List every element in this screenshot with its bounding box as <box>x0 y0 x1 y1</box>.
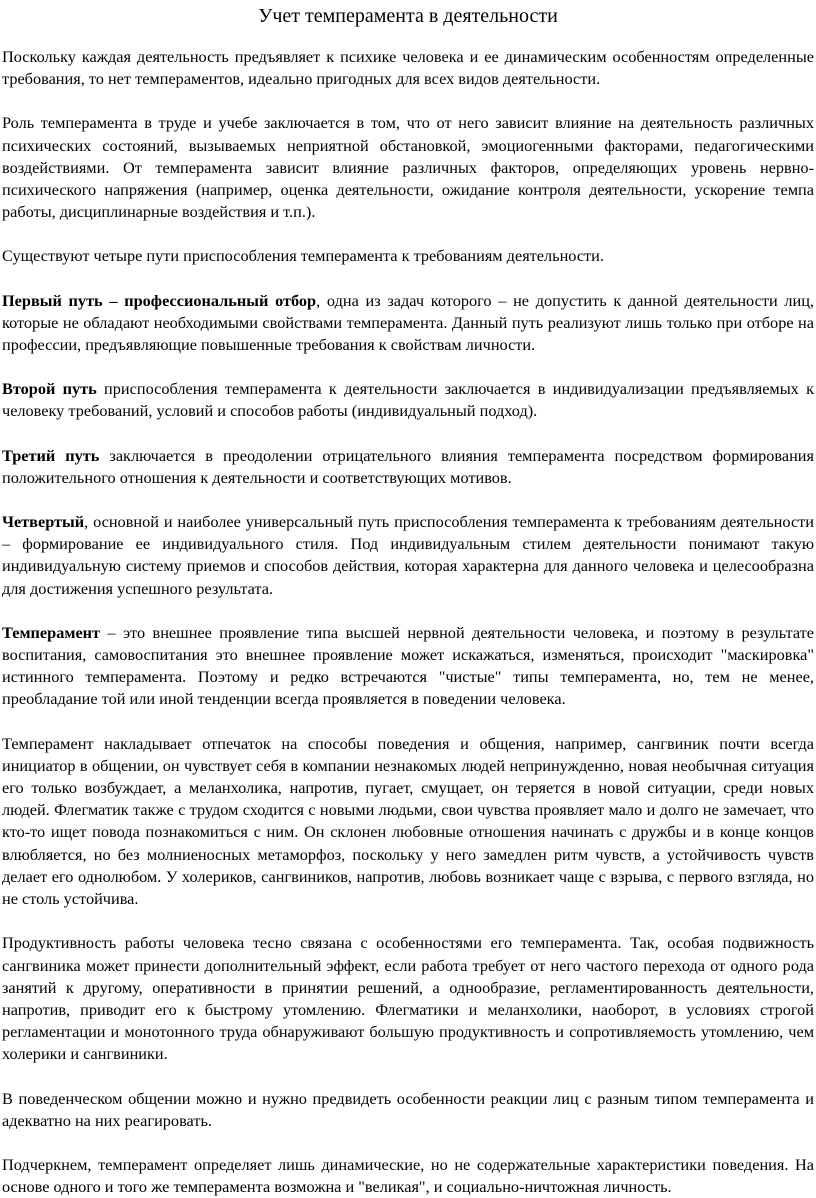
paragraph-10 <box>2 932 814 1065</box>
paragraph-2 <box>2 112 814 223</box>
paragraph-text: , основной и наиболее универсальный путь приспособления темперамента к требованиям деятельности – формирование ее индивидуального стиля. Под индивидуальным стилем деятельности понимают такую индивидуальную систему приемов и способов действия, которая характерна для данного человека и целесообразна для достижения успешного результата. <box>2 512 814 598</box>
paragraph-lead: Третий путь <box>2 445 100 465</box>
paragraph-text: В поведенческом общении можно и нужно предвидеть особенности реакции лиц с разным типом темперамента и адекватно на них реагировать. <box>2 1088 814 1130</box>
paragraph-9 <box>2 733 814 911</box>
paragraph-5 <box>2 378 814 422</box>
paragraph-7 <box>2 511 814 600</box>
paragraph-text: Темперамент накладывает отпечаток на способы поведения и общения, например, сангвиник почти всегда инициатор в общении, он чувствует себя в компании незнакомых людей непринужденно, новая необычная ситуация его только возбуждает, а меланхолика, напротив, пугает, смущает, он теряется в новой ситуации, среди новых людей. Флегматик также с трудом сходится с новыми людьми, свои чувства проявляет мало и долго не замечает, что кто-то ищет повода познакомиться с ним. Он склонен любовные отношения начинать с дружбы и в конце концов влюбляется, но без молниеносных метаморфоз, поскольку у него замедлен ритм чувств, а устойчивость чувств делает его однолюбом. У холериков, сангвиников, напротив, любовь возникает чаще с взрыва, с первого взгляда, но не столь устойчива. <box>2 733 814 909</box>
paragraph-4 <box>2 290 814 357</box>
paragraph-11 <box>2 1088 814 1132</box>
paragraph-text: Подчеркнем, темперамент определяет лишь динамические, но не содержательные характеристики поведения. На основе одного и того же темперамента возможна и "великая", и социально-ничтожная личность. <box>2 1154 814 1197</box>
paragraph-text: Роль темперамента в труде и учебе заключается в том, что от него зависит влияние на деятельность различных психических состояний, вызываемых неприятной обстановкой, эмоциогенными факторами, педагогическими воздействиями. От темперамента зависит влияние различных факторов, определяющих уровень нервно-психического напряжения (например, оценка деятельности, ожидание контроля деятельности, ускорение темпа работы, дисциплинарные воздействия и т.п.). <box>2 113 814 222</box>
paragraph-8 <box>2 622 814 711</box>
document-title: Учет темперамента в деятельности <box>258 5 558 27</box>
paragraph-lead: Первый путь – профессиональный отбор <box>2 290 317 310</box>
paragraph-text: , одна из задач которого – не допустить к данной деятельности лиц, которые не обладают необходимыми свойствами темперамента. Данный путь реализуют лишь только при отборе на профессии, предъявляющие повышенные требования к свойствам личности. <box>2 290 814 355</box>
paragraph-3 <box>2 245 814 267</box>
paragraph-text: приспособления темперамента к деятельности заключается в индивидуализации предъявляемых к человеку требований, условий и способов работы (индивидуальный подход). <box>2 379 815 421</box>
paragraph-6 <box>2 445 814 489</box>
paragraph-text: Продуктивность работы человека тесно связана с особенностями его темперамента. Так, особая подвижность сангвиника может принести дополнительный эффект, если работа требует от него частого перехода от одного рода занятий к другому, оперативности в принятии решений, а однообразие, регламентированность деятельности, напротив, приводит его к быстрому утомлению. Флегматики и меланхолики, наоборот, в условиях строгой регламентации и монотонного труда обнаруживают большую продуктивность и сопротивляемость утомлению, чем холерики и сангвиники. <box>2 933 814 1064</box>
paragraph-1 <box>2 46 814 90</box>
paragraph-text: Поскольку каждая деятельность предъявляет к психике человека и ее динамическим особенностям определенные требования, то нет темпераментов, идеально пригодных для всех видов деятельности. <box>2 47 814 89</box>
paragraph-text: – это внешнее проявление типа высшей нервной деятельности человека, и поэтому в результате воспитания, самовоспитания это внешнее проявление может искажаться, изменяться, происходит "маскировка" истинного темперамента. Поэтому и редко встречаются "чистые" типы темперамента, но, тем не менее, преобладание той или иной тенденции всегда проявляется в поведении человека. <box>2 622 814 709</box>
paragraph-12 <box>2 1154 814 1198</box>
paragraph-lead: Четвертый <box>2 512 85 532</box>
paragraph-text: заключается в преодолении отрицательного влияния темперамента посредством формирования положительного отношения к деятельности и соответствующих мотивов. <box>2 445 815 487</box>
paragraph-lead: Темперамент <box>2 622 101 642</box>
paragraph-lead: Второй путь <box>2 379 97 399</box>
paragraph-text: Существуют четыре пути приспособления темперамента к требованиям деятельности. <box>2 246 604 266</box>
